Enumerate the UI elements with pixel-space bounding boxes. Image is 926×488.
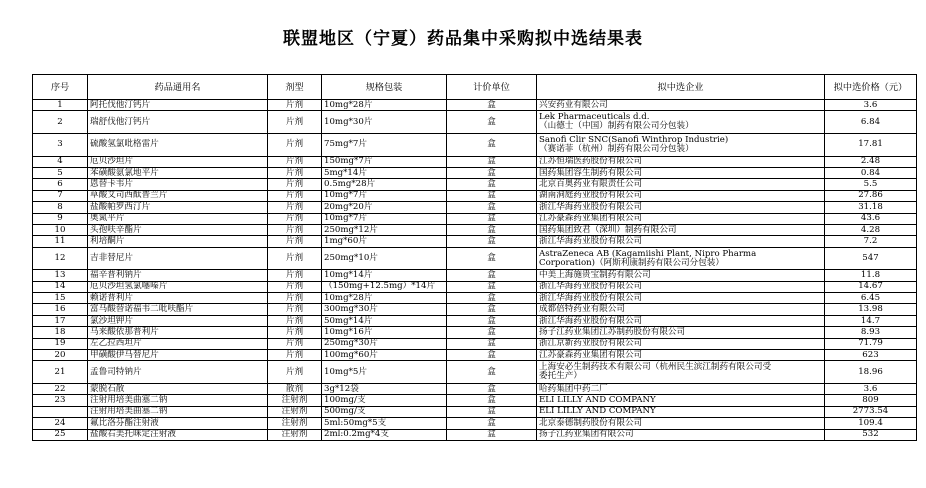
cell-dosage-form: 片剂 xyxy=(268,327,322,338)
cell-no: 24 xyxy=(33,418,88,429)
cell-drug-name: 富马酸替诺福韦二吡呋酯片 xyxy=(88,304,268,315)
cell-unit: 盒 xyxy=(447,156,537,167)
cell-company: 浙江华海药业股份有限公司 xyxy=(537,293,825,304)
cell-dosage-form: 片剂 xyxy=(268,111,322,134)
cell-drug-name: 注射用培美曲塞二钠 xyxy=(88,395,268,406)
cell-no: 20 xyxy=(33,350,88,361)
table-row xyxy=(33,406,917,417)
cell-spec: 300mg*30片 xyxy=(322,304,447,315)
table-row xyxy=(33,350,917,361)
table-row xyxy=(33,270,917,281)
cell-dosage-form: 片剂 xyxy=(268,213,322,224)
cell-company: 浙江华海药业股份有限公司 xyxy=(537,315,825,326)
cell-unit: 盒 xyxy=(447,224,537,235)
cell-drug-name: 孟鲁司特钠片 xyxy=(88,361,268,384)
table-row xyxy=(33,213,917,224)
cell-no: 5 xyxy=(33,167,88,178)
cell-no: 21 xyxy=(33,361,88,384)
cell-price: 11.8 xyxy=(825,270,917,281)
cell-company: 浙江华海药业股份有限公司 xyxy=(537,281,825,292)
cell-unit: 盒 xyxy=(447,213,537,224)
cell-company: Lek Pharmaceuticals d.d. （山德士（中国）制药有限公司分包装） xyxy=(537,111,825,134)
cell-unit: 盒 xyxy=(447,247,537,270)
cell-dosage-form: 片剂 xyxy=(268,293,322,304)
cell-company: 湖南洞庭药业股份有限公司 xyxy=(537,190,825,201)
table-row xyxy=(33,361,917,384)
cell-dosage-form: 散剂 xyxy=(268,384,322,395)
cell-dosage-form: 片剂 xyxy=(268,224,322,235)
cell-price: 3.6 xyxy=(825,384,917,395)
cell-price: 2773.54 xyxy=(825,406,917,417)
cell-dosage-form: 片剂 xyxy=(268,202,322,213)
table-row xyxy=(33,133,917,156)
results-table xyxy=(32,74,917,441)
table-row xyxy=(33,384,917,395)
cell-spec: 10mg*14片 xyxy=(322,270,447,281)
cell-company: 江苏豪森药业集团有限公司 xyxy=(537,350,825,361)
cell-price: 623 xyxy=(825,350,917,361)
cell-company: 中美上海施贵宝制药有限公司 xyxy=(537,270,825,281)
cell-price: 547 xyxy=(825,247,917,270)
cell-company: ELI LILLY AND COMPANY xyxy=(537,406,825,417)
table-row xyxy=(33,293,917,304)
cell-price: 6.45 xyxy=(825,293,917,304)
cell-unit: 盒 xyxy=(447,361,537,384)
cell-unit: 盒 xyxy=(447,133,537,156)
cell-unit: 盒 xyxy=(447,327,537,338)
cell-spec: 5mg*14片 xyxy=(322,167,447,178)
cell-dosage-form: 片剂 xyxy=(268,350,322,361)
cell-drug-name: 阿托伐他汀钙片 xyxy=(88,100,268,111)
header-spec: 规格包装 xyxy=(322,75,447,100)
cell-dosage-form: 片剂 xyxy=(268,100,322,111)
cell-no: 17 xyxy=(33,315,88,326)
cell-price: 5.5 xyxy=(825,179,917,190)
table-row xyxy=(33,247,917,270)
table-row xyxy=(33,224,917,235)
cell-unit: 盒 xyxy=(447,270,537,281)
cell-unit: 盒 xyxy=(447,236,537,247)
cell-no: 14 xyxy=(33,281,88,292)
cell-company: 扬子江药业集团江苏制药股份有限公司 xyxy=(537,327,825,338)
cell-drug-name: 注射用培美曲塞二钠 xyxy=(88,406,268,417)
cell-price: 2.48 xyxy=(825,156,917,167)
table-row xyxy=(33,179,917,190)
cell-no: 19 xyxy=(33,338,88,349)
cell-dosage-form: 片剂 xyxy=(268,179,322,190)
cell-price: 3.6 xyxy=(825,100,917,111)
table-row xyxy=(33,304,917,315)
table-row xyxy=(33,100,917,111)
cell-dosage-form: 片剂 xyxy=(268,315,322,326)
header-company: 拟中选企业 xyxy=(537,75,825,100)
cell-price: 31.18 xyxy=(825,202,917,213)
cell-company: 哈药集团中药二厂 xyxy=(537,384,825,395)
cell-unit: 盒 xyxy=(447,304,537,315)
cell-drug-name: 盐酸帕罗西汀片 xyxy=(88,202,268,213)
cell-drug-name: 苯磺酸氨氯地平片 xyxy=(88,167,268,178)
cell-dosage-form: 注射剂 xyxy=(268,395,322,406)
cell-spec: 10mg*5片 xyxy=(322,361,447,384)
cell-price: 13.98 xyxy=(825,304,917,315)
cell-price: 14.7 xyxy=(825,315,917,326)
header-dosage-form: 剂型 xyxy=(268,75,322,100)
cell-price: 8.93 xyxy=(825,327,917,338)
cell-spec: 3g*12袋 xyxy=(322,384,447,395)
cell-dosage-form: 片剂 xyxy=(268,281,322,292)
cell-drug-name: 头孢呋辛酯片 xyxy=(88,224,268,235)
cell-dosage-form: 片剂 xyxy=(268,270,322,281)
cell-company: 北京泰德制药股份有限公司 xyxy=(537,418,825,429)
cell-unit: 盒 xyxy=(447,315,537,326)
cell-company: Sanofi Clir SNC(Sanofi Winthrop Industrie) （赛诺菲（杭州）制药有限公司分包装） xyxy=(537,133,825,156)
cell-no: 13 xyxy=(33,270,88,281)
cell-price: 43.6 xyxy=(825,213,917,224)
cell-drug-name: 硫酸氢氯吡格雷片 xyxy=(88,133,268,156)
cell-unit: 盒 xyxy=(447,418,537,429)
table-body xyxy=(33,100,917,441)
cell-price: 0.84 xyxy=(825,167,917,178)
cell-company: 北京百奥药业有限责任公司 xyxy=(537,179,825,190)
cell-dosage-form: 片剂 xyxy=(268,167,322,178)
table-row xyxy=(33,190,917,201)
header-unit: 计价单位 xyxy=(447,75,537,100)
cell-spec: 2ml:0.2mg*4支 xyxy=(322,429,447,440)
cell-company: 上海安必生制药技术有限公司（杭州民生滨江制药有限公司受 委托生产） xyxy=(537,361,825,384)
cell-unit: 盒 xyxy=(447,429,537,440)
cell-company: 国药集团容生制药有限公司 xyxy=(537,167,825,178)
cell-drug-name: 恩替卡韦片 xyxy=(88,179,268,190)
cell-price: 71.79 xyxy=(825,338,917,349)
cell-unit: 盒 xyxy=(447,293,537,304)
cell-spec: 500mg/支 xyxy=(322,406,447,417)
header-price: 拟中选价格（元） xyxy=(825,75,917,100)
cell-spec: 250mg*12片 xyxy=(322,224,447,235)
cell-price: 27.86 xyxy=(825,190,917,201)
cell-no: 10 xyxy=(33,224,88,235)
cell-dosage-form: 片剂 xyxy=(268,190,322,201)
cell-unit: 盒 xyxy=(447,190,537,201)
cell-spec: 0.5mg*28片 xyxy=(322,179,447,190)
cell-no: 16 xyxy=(33,304,88,315)
table-header-row xyxy=(33,75,917,100)
cell-dosage-form: 片剂 xyxy=(268,156,322,167)
cell-dosage-form: 片剂 xyxy=(268,361,322,384)
cell-no: 2 xyxy=(33,111,88,134)
cell-drug-name: 赖诺普利片 xyxy=(88,293,268,304)
table-row xyxy=(33,167,917,178)
cell-price: 6.84 xyxy=(825,111,917,134)
cell-drug-name: 奥氮平片 xyxy=(88,213,268,224)
cell-no: 12 xyxy=(33,247,88,270)
cell-no: 1 xyxy=(33,100,88,111)
cell-unit: 盒 xyxy=(447,384,537,395)
cell-drug-name: 左乙拉西坦片 xyxy=(88,338,268,349)
table-row xyxy=(33,111,917,134)
cell-price: 109.4 xyxy=(825,418,917,429)
cell-spec: 250mg*10片 xyxy=(322,247,447,270)
cell-dosage-form: 片剂 xyxy=(268,304,322,315)
cell-dosage-form: 片剂 xyxy=(268,236,322,247)
cell-spec: 100mg/支 xyxy=(322,395,447,406)
cell-no: 23 xyxy=(33,395,88,406)
cell-company: 兴安药业有限公司 xyxy=(537,100,825,111)
table-row xyxy=(33,327,917,338)
cell-spec: （150mg+12.5mg）*14片 xyxy=(322,281,447,292)
cell-spec: 20mg*20片 xyxy=(322,202,447,213)
table-row xyxy=(33,236,917,247)
cell-spec: 100mg*60片 xyxy=(322,350,447,361)
cell-spec: 50mg*14片 xyxy=(322,315,447,326)
cell-spec: 10mg*7片 xyxy=(322,190,447,201)
cell-drug-name: 厄贝沙坦片 xyxy=(88,156,268,167)
cell-no: 11 xyxy=(33,236,88,247)
cell-price: 14.67 xyxy=(825,281,917,292)
cell-no: 9 xyxy=(33,213,88,224)
table-row xyxy=(33,429,917,440)
cell-unit: 盒 xyxy=(447,167,537,178)
cell-drug-name: 厄贝沙坦氢氯噻嗪片 xyxy=(88,281,268,292)
table-row xyxy=(33,338,917,349)
cell-drug-name: 草酸艾司西酞普兰片 xyxy=(88,190,268,201)
cell-spec: 150mg*7片 xyxy=(322,156,447,167)
cell-company: 江苏恒瑞医药股份有限公司 xyxy=(537,156,825,167)
cell-price: 18.96 xyxy=(825,361,917,384)
cell-spec: 10mg*28片 xyxy=(322,293,447,304)
cell-price: 7.2 xyxy=(825,236,917,247)
cell-drug-name: 福辛普利钠片 xyxy=(88,270,268,281)
cell-no: 25 xyxy=(33,429,88,440)
cell-dosage-form: 注射剂 xyxy=(268,418,322,429)
cell-no: 15 xyxy=(33,293,88,304)
table-row xyxy=(33,418,917,429)
cell-company: 浙江华海药业股份有限公司 xyxy=(537,202,825,213)
cell-price: 809 xyxy=(825,395,917,406)
cell-no: 7 xyxy=(33,190,88,201)
cell-dosage-form: 片剂 xyxy=(268,133,322,156)
cell-drug-name: 氯沙坦钾片 xyxy=(88,315,268,326)
cell-drug-name: 甲磺酸伊马替尼片 xyxy=(88,350,268,361)
cell-spec: 75mg*7片 xyxy=(322,133,447,156)
cell-no: 18 xyxy=(33,327,88,338)
cell-unit: 盒 xyxy=(447,338,537,349)
cell-drug-name: 氟比洛芬酯注射液 xyxy=(88,418,268,429)
cell-spec: 10mg*30片 xyxy=(322,111,447,134)
header-drug-name: 药品通用名 xyxy=(88,75,268,100)
cell-company: 扬子江药业集团有限公司 xyxy=(537,429,825,440)
cell-drug-name: 吉非替尼片 xyxy=(88,247,268,270)
cell-dosage-form: 注射剂 xyxy=(268,429,322,440)
cell-spec: 10mg*16片 xyxy=(322,327,447,338)
cell-company: 浙江京新药业股份有限公司 xyxy=(537,338,825,349)
cell-company: AstraZeneca AB (Kagamiishi Plant, Nipro Pharma Corporation)（阿斯利康制药有限公司分包装） xyxy=(537,247,825,270)
cell-no: 22 xyxy=(33,384,88,395)
cell-spec: 250mg*30片 xyxy=(322,338,447,349)
cell-no xyxy=(33,406,88,417)
cell-dosage-form: 片剂 xyxy=(268,338,322,349)
table-row xyxy=(33,281,917,292)
cell-price: 17.81 xyxy=(825,133,917,156)
cell-no: 8 xyxy=(33,202,88,213)
cell-unit: 盒 xyxy=(447,406,537,417)
cell-unit: 盒 xyxy=(447,202,537,213)
table-row xyxy=(33,156,917,167)
cell-spec: 5ml:50mg*5支 xyxy=(322,418,447,429)
cell-company: 浙江华海药业股份有限公司 xyxy=(537,236,825,247)
table-row xyxy=(33,315,917,326)
cell-company: ELI LILLY AND COMPANY xyxy=(537,395,825,406)
cell-spec: 10mg*7片 xyxy=(322,213,447,224)
cell-company: 成都倍特药业有限公司 xyxy=(537,304,825,315)
cell-dosage-form: 注射剂 xyxy=(268,406,322,417)
cell-no: 3 xyxy=(33,133,88,156)
cell-no: 4 xyxy=(33,156,88,167)
cell-unit: 盒 xyxy=(447,281,537,292)
cell-drug-name: 盐酸右美托咪定注射液 xyxy=(88,429,268,440)
cell-spec: 1mg*60片 xyxy=(322,236,447,247)
cell-company: 江苏豪森药业集团有限公司 xyxy=(537,213,825,224)
cell-dosage-form: 片剂 xyxy=(268,247,322,270)
page-title: 联盟地区（宁夏）药品集中采购拟中选结果表 xyxy=(283,29,643,49)
cell-price: 532 xyxy=(825,429,917,440)
cell-price: 4.28 xyxy=(825,224,917,235)
cell-company: 国药集团致君（深圳）制药有限公司 xyxy=(537,224,825,235)
cell-drug-name: 瑞舒伐他汀钙片 xyxy=(88,111,268,134)
header-no: 序号 xyxy=(33,75,88,100)
cell-drug-name: 马来酸依那普利片 xyxy=(88,327,268,338)
cell-unit: 盒 xyxy=(447,350,537,361)
cell-unit: 盒 xyxy=(447,111,537,134)
table-row xyxy=(33,395,917,406)
cell-no: 6 xyxy=(33,179,88,190)
cell-unit: 盒 xyxy=(447,395,537,406)
cell-spec: 10mg*28片 xyxy=(322,100,447,111)
table-row xyxy=(33,202,917,213)
cell-drug-name: 蒙脱石散 xyxy=(88,384,268,395)
cell-unit: 盒 xyxy=(447,100,537,111)
cell-unit: 盒 xyxy=(447,179,537,190)
cell-drug-name: 利培酮片 xyxy=(88,236,268,247)
